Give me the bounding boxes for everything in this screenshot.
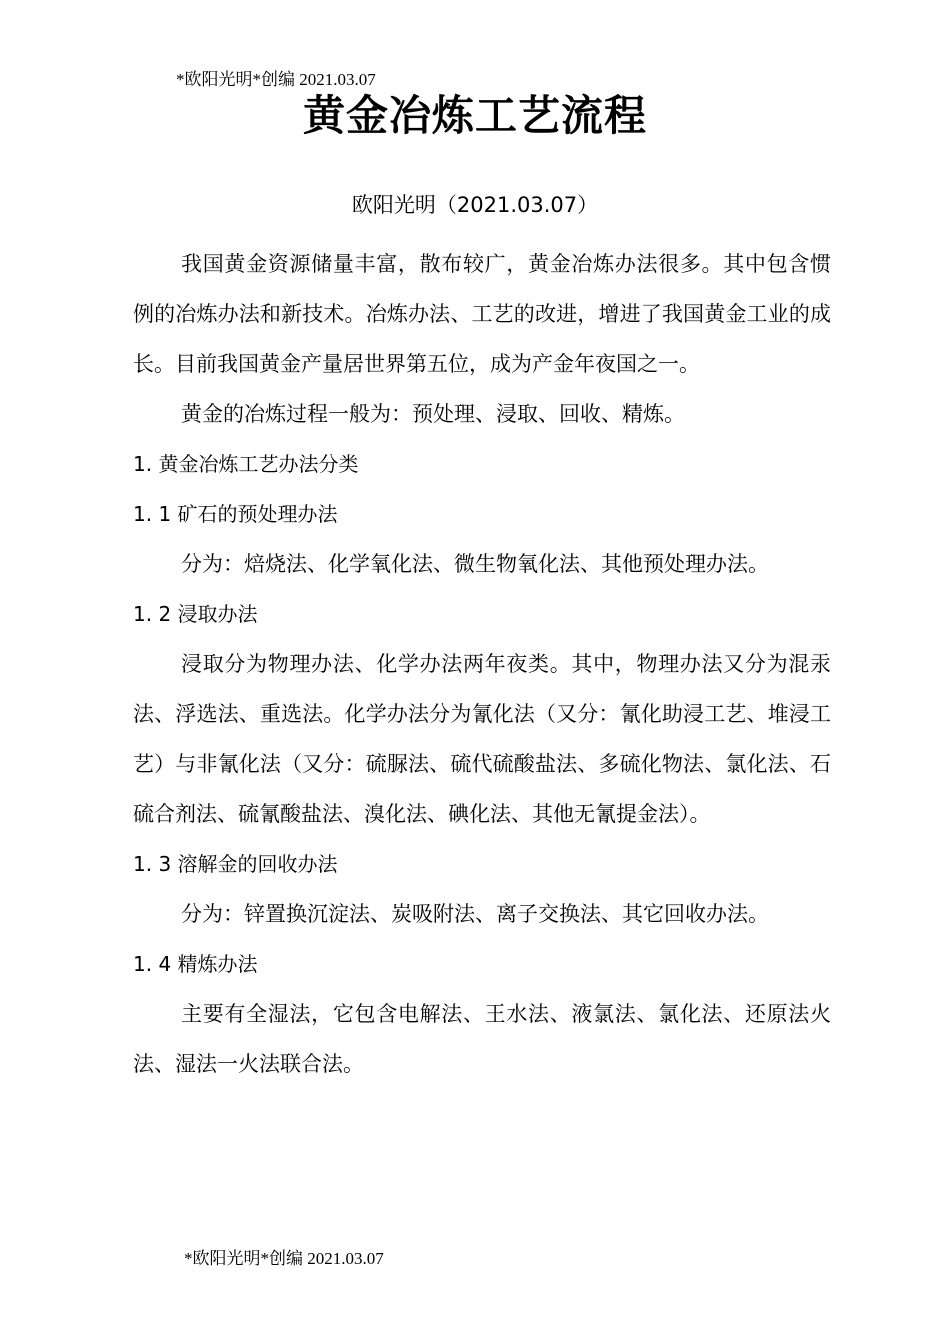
document-title: 黄金冶炼工艺流程 xyxy=(302,91,647,140)
footer-note: *欧阳光明*创编 2021.03.07 xyxy=(184,1249,384,1268)
subsection-heading-pretreatment: 1. 1 矿石的预处理办法 xyxy=(133,502,338,526)
document-body xyxy=(133,239,831,1089)
author-line: 欧阳光明（2021.03.07） xyxy=(351,193,599,217)
section-heading: 1. 黄金冶炼工艺办法分类 xyxy=(133,452,359,476)
subsection-text-leaching: 浸取分为物理办法、化学办法两年夜类。其中，物理办法又分为混汞法、浮选法、重选法。化学办法分为氰化法（又分：氰化助浸工艺、堆浸工艺）与非氰化法（又分：硫脲法、硫代硫酸盐法、多硫化物法、氯化法、石硫合剂法、硫氰酸盐法、溴化法、碘化法、其他无氰提金法）。 xyxy=(133,652,831,826)
header-note: *欧阳光明*创编 2021.03.07 xyxy=(176,70,376,89)
intro-paragraph: 我国黄金资源储量丰富，散布较广，黄金冶炼办法很多。其中包含惯例的冶炼办法和新技术。冶炼办法、工艺的改进，增进了我国黄金工业的成长。目前我国黄金产量居世界第五位，成为产金年夜国之一。 xyxy=(133,252,831,376)
subsection-text-refining: 主要有全湿法，它包含电解法、王水法、液氯法、氯化法、还原法火法、湿法一火法联合法。 xyxy=(133,1002,831,1076)
subsection-text-pretreatment: 分为：焙烧法、化学氧化法、微生物氧化法、其他预处理办法。 xyxy=(181,552,769,576)
process-summary-paragraph: 黄金的冶炼过程一般为：预处理、浸取、回收、精炼。 xyxy=(181,402,685,426)
subsection-text-recovery: 分为：锌置换沉淀法、炭吸附法、离子交换法、其它回收办法。 xyxy=(181,902,769,926)
subsection-heading-refining: 1. 4 精炼办法 xyxy=(133,952,258,976)
subsection-heading-recovery: 1. 3 溶解金的回收办法 xyxy=(133,852,338,876)
subsection-heading-leaching: 1. 2 浸取办法 xyxy=(133,602,258,626)
